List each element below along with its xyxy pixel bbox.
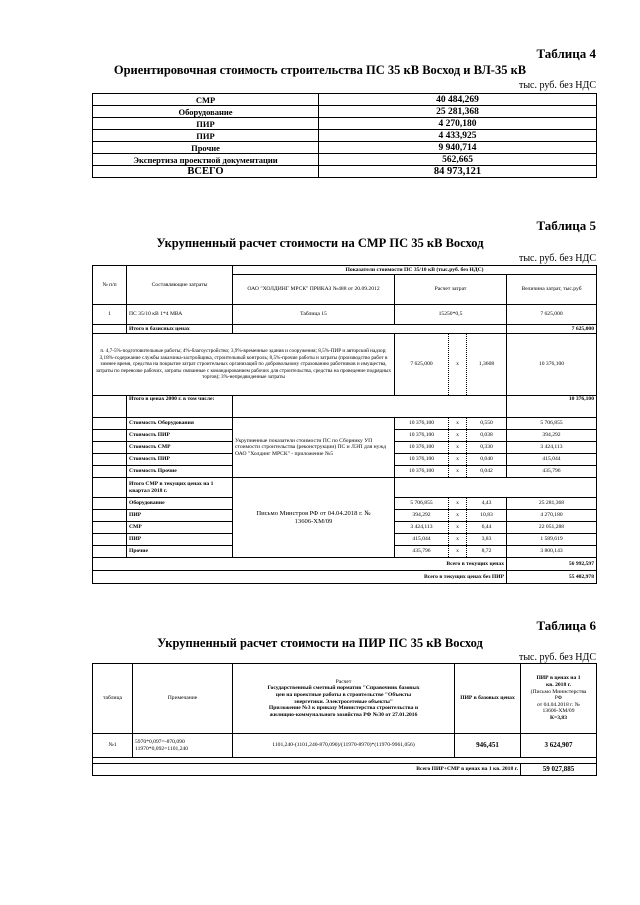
header-calc: Расчет затрат <box>395 275 507 305</box>
split-value: 435,796 <box>507 466 597 478</box>
table-row <box>93 94 597 106</box>
multiply-sign: х <box>449 466 467 478</box>
sum-no-pir-label: Всего в текущих ценах без ПИР <box>93 571 507 584</box>
row-number: 1 <box>93 305 127 325</box>
current-label: Прочие <box>127 546 233 558</box>
cost-label: СМР <box>93 94 319 106</box>
multiply-sign: х <box>449 498 467 510</box>
cost-label: Прочие <box>93 142 319 154</box>
split-coef: 0,550 <box>467 418 507 430</box>
minstroy-letter: Письмо Минстроя РФ от 04.04.2018 г. № 13606-ХМ/09 <box>233 478 395 558</box>
table-row <box>93 305 597 325</box>
row-source: Таблица 15 <box>233 305 395 325</box>
header-group: Показатели стоимости ПС 35/10 кВ (тыс.руб. без НДС) <box>233 266 597 275</box>
split-value: 394,292 <box>507 430 597 442</box>
split-base: 10 376,100 <box>395 430 449 442</box>
current-base: 394,292 <box>395 510 449 522</box>
header-number: № п/п <box>93 266 127 305</box>
current-coef: 8,72 <box>467 546 507 558</box>
table-row <box>93 418 597 430</box>
split-base: 10 376,100 <box>395 418 449 430</box>
row-number: №1 <box>93 734 133 758</box>
calc-line: цен на проектные работы в строительстве "Объекты <box>275 691 412 698</box>
table-row <box>93 106 597 118</box>
total-2000-value: 10 376,100 <box>507 396 597 418</box>
header-note: Примечание <box>133 664 233 734</box>
header-table: таблица <box>93 664 133 734</box>
row-name: ПС 35/10 кВ 1*4 МВА <box>127 305 233 325</box>
current-label: СМР <box>127 522 233 534</box>
row-note <box>133 734 233 758</box>
table-row <box>93 130 597 142</box>
calc-line: Государственный сметный норматив "Справочник базовых <box>267 685 420 692</box>
current-coef: 6,44 <box>467 522 507 534</box>
split-label: Стоимость ПИР <box>127 454 233 466</box>
cost-value: 4 270,180 <box>319 118 597 130</box>
cost-value: 84 973,121 <box>319 166 597 178</box>
cost-label: ВСЕГО <box>93 166 319 178</box>
split-coef: 0,042 <box>467 466 507 478</box>
multiply-sign: х <box>449 522 467 534</box>
current-label: Оборудование <box>127 498 233 510</box>
cost-value: 9 940,714 <box>319 142 597 154</box>
table4-unit: тыс. руб. без НДС <box>518 80 596 91</box>
grand-total-label: Всего ПИР+СМР в ценах на 1 кв. 2018 г. <box>93 764 521 776</box>
split-label: Стоимость Оборудования <box>127 418 233 430</box>
row-current: 3 624,907 <box>521 734 597 758</box>
split-label: Стоимость СМР <box>127 442 233 454</box>
split-value: 415,044 <box>507 454 597 466</box>
table4-title: Ориентировочная стоимость строительства ПС 35 кВ Восход и ВЛ-35 кВ <box>113 63 527 77</box>
header-cost: Составляющие затраты <box>127 266 233 305</box>
table-row <box>93 325 597 334</box>
cost-value: 562,665 <box>319 154 597 166</box>
table5-unit: тыс. руб. без НДС <box>518 253 596 264</box>
split-coef: 0,040 <box>467 454 507 466</box>
current-base: 5 706,855 <box>395 498 449 510</box>
calc-title: Расчет <box>335 678 352 685</box>
cur-line: (Письмо Министерства <box>530 688 587 695</box>
multiply-sign: х <box>449 454 467 466</box>
cur-line: РФ <box>554 695 563 702</box>
cost-label: Оборудование <box>93 106 319 118</box>
header-current <box>521 664 597 734</box>
table6 <box>92 663 597 776</box>
multiply-sign: х <box>449 418 467 430</box>
sum-no-pir-value: 55 402,978 <box>507 571 597 584</box>
note-line: 11970*0,092=1101,240 <box>135 745 189 752</box>
table-row <box>93 142 597 154</box>
multiply-sign: х <box>449 534 467 546</box>
multiply-sign: х <box>449 334 467 396</box>
table6-number: Таблица 6 <box>536 618 596 633</box>
note-line: 5970*0,097=-870,090 <box>135 738 185 745</box>
indirect-base: 7 625,000 <box>395 334 449 396</box>
multiply-sign: х <box>449 510 467 522</box>
table-row-total <box>93 558 597 571</box>
current-value: 3 800,143 <box>507 546 597 558</box>
cost-value: 4 433,925 <box>319 130 597 142</box>
table-row <box>93 334 597 396</box>
table-row <box>93 478 597 498</box>
table4 <box>92 93 597 178</box>
split-label: Стоимость Прочие <box>127 466 233 478</box>
current-base: 435,796 <box>395 546 449 558</box>
split-coef: 0,038 <box>467 430 507 442</box>
cost-value: 25 281,368 <box>319 106 597 118</box>
sum-current-label: Всего в текущих ценах <box>93 558 507 571</box>
current-coef: 4,43 <box>467 498 507 510</box>
table-row-total <box>93 571 597 584</box>
split-base: 10 376,100 <box>395 454 449 466</box>
header-value: Величина затрат, тыс.руб <box>507 275 597 305</box>
calc-line: Приложение №3 к приказу Министерства строительства и <box>268 705 419 712</box>
base-total-label: Итого в базисных ценах <box>127 325 233 334</box>
cur-line: кв. 2018 г. <box>546 682 571 689</box>
table-row <box>93 118 597 130</box>
table-row <box>93 734 597 758</box>
multiply-sign: х <box>449 546 467 558</box>
cur-line: ПИР в ценах на 1 <box>536 675 581 682</box>
calc-line: жилищно-коммунального хозяйства РФ №30 от 27.01.2016 <box>269 711 418 718</box>
grand-total-value: 59 027,885 <box>521 764 597 776</box>
split-base: 10 376,100 <box>395 442 449 454</box>
split-label: Стоимость ПИР <box>127 430 233 442</box>
current-label: ПИР <box>127 534 233 546</box>
multiply-sign: х <box>449 430 467 442</box>
base-total-value: 7 625,000 <box>507 325 597 334</box>
source-2000: Укрупненные показатели стоимости ПС по Сборнику УП стоимости строительства (реконструкции) ПС и ЛЭП для нужд ОАО "Холдинг МРСК" - приложение №5 <box>233 418 395 478</box>
total-2000-label: Итого в ценах 2000 г. в том числе: <box>127 396 233 418</box>
multiply-sign: х <box>449 442 467 454</box>
indirect-value: 10 376,100 <box>507 334 597 396</box>
row-calc: 1101,240-(1101,240-870,090)/(11970-8970)*(11970-9961,056) <box>233 734 455 758</box>
cur-line: К=3,83 <box>549 714 568 721</box>
indirect-coef: 1,3608 <box>467 334 507 396</box>
table-row-total <box>93 166 597 178</box>
table-row <box>93 396 597 418</box>
current-base: 3 424,113 <box>395 522 449 534</box>
split-coef: 0,330 <box>467 442 507 454</box>
current-base: 415,044 <box>395 534 449 546</box>
row-calc: 15250*0,5 <box>395 305 507 325</box>
sum-current-value: 56 992,597 <box>507 558 597 571</box>
cost-label: ПИР <box>93 130 319 142</box>
table6-unit: тыс. руб. без НДС <box>518 652 596 663</box>
calc-line: энергетики. Электросетевые объекты" <box>294 698 393 705</box>
split-value: 5 706,855 <box>507 418 597 430</box>
indirect-costs-text: п. 4,7-5%-подготовительные работы; 4%-благоустройство; 3,9%-временные здания и сооружения; 8,5%-ПИР и авторский надзор; 3,18%-содержание службы заказчика-застройщика, строительный контроль; 8,5%-прочие работы и затраты (производство работ в зимнее время, средства на покрытие затрат строительных организаций по добровольному страхованию работников и имущества, затраты по перевозке рабочих, затраты связанные с командированием рабочих для строительства, средства на проведение подрядных торгов); 3%-непредвиденные затраты <box>93 334 395 396</box>
split-base: 10 376,100 <box>395 466 449 478</box>
current-head-label: Итого СМР в текущих ценах на 1 квартал 2018 г. <box>127 478 233 498</box>
table5-number: Таблица 5 <box>536 218 596 233</box>
current-value: 4 270,180 <box>507 510 597 522</box>
table6-title: Укрупненный расчет стоимости на ПИР ПС 35 кВ Восход <box>157 636 483 650</box>
split-value: 3 424,113 <box>507 442 597 454</box>
current-coef: 10,83 <box>467 510 507 522</box>
table5 <box>92 265 597 584</box>
header-base: ПИР в базовых ценах <box>455 664 521 734</box>
cost-label: Экспертиза проектной документации <box>93 154 319 166</box>
current-value: 25 281,368 <box>507 498 597 510</box>
cur-line: от 04.04.2018 г. № <box>537 701 580 708</box>
current-coef: 3,83 <box>467 534 507 546</box>
table-row-total <box>93 764 597 776</box>
header-source: ОАО "ХОЛДИНГ МРСК" ПРИКАЗ №488 от 20.09.2012 <box>233 275 395 305</box>
row-value: 7 625,000 <box>507 305 597 325</box>
cost-value: 40 484,269 <box>319 94 597 106</box>
table-row <box>93 154 597 166</box>
header-calc <box>233 664 455 734</box>
table5-title: Укрупненный расчет стоимости на СМР ПС 35 кВ Восход <box>156 236 484 250</box>
row-base: 946,451 <box>455 734 521 758</box>
table4-number: Таблица 4 <box>536 46 596 61</box>
cost-label: ПИР <box>93 118 319 130</box>
current-label: ПИР <box>127 510 233 522</box>
current-value: 22 051,288 <box>507 522 597 534</box>
cur-line: 13606-ХМ/09 <box>542 708 575 715</box>
current-value: 1 589,619 <box>507 534 597 546</box>
